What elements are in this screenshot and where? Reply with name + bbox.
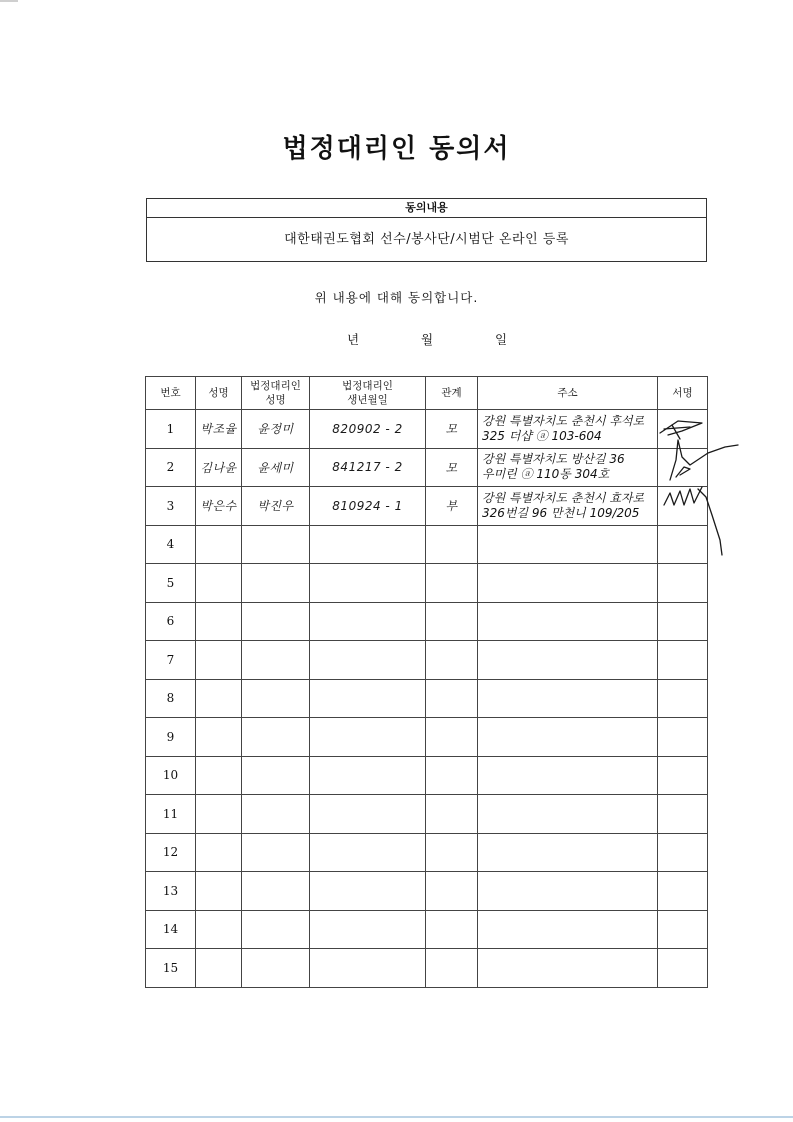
- address-line-2: 우미린 ⓐ 110동 304호: [482, 467, 610, 482]
- signature-cell: [658, 487, 708, 526]
- date-year-label: 년: [347, 332, 360, 347]
- table-row: [146, 872, 708, 911]
- address: [478, 641, 658, 680]
- row-number: 11: [146, 795, 196, 834]
- student-name: 김나윤: [196, 448, 242, 487]
- scan-corner-mark: [0, 0, 18, 2]
- table-row: [146, 641, 708, 680]
- signature-cell: [658, 641, 708, 680]
- address: [478, 910, 658, 949]
- student-name: [196, 795, 242, 834]
- guardian-name: [242, 564, 310, 603]
- guardian-name: [242, 679, 310, 718]
- header-no: 번호: [146, 377, 196, 410]
- guardian-birth: [310, 910, 426, 949]
- relation: [426, 718, 478, 757]
- relation: [426, 641, 478, 680]
- guardian-birth: 841217 - 2: [310, 448, 426, 487]
- address: [478, 487, 658, 526]
- table-body: [146, 410, 708, 988]
- address: [478, 872, 658, 911]
- row-number: 14: [146, 910, 196, 949]
- relation: [426, 949, 478, 988]
- address: [478, 448, 658, 487]
- signature-cell: [658, 410, 708, 449]
- table-row: [146, 718, 708, 757]
- row-number: 15: [146, 949, 196, 988]
- signature-cell: [658, 756, 708, 795]
- header-guardian-birth: 법정대리인 생년월일: [310, 377, 426, 410]
- address: [478, 833, 658, 872]
- row-number: 9: [146, 718, 196, 757]
- guardian-table: [145, 376, 708, 988]
- row-number: 8: [146, 679, 196, 718]
- address-line-1: 강원 특별자치도 방산길 36: [482, 452, 625, 467]
- address: [478, 756, 658, 795]
- relation: [426, 525, 478, 564]
- address: [478, 602, 658, 641]
- guardian-name: [242, 910, 310, 949]
- guardian-name: [242, 949, 310, 988]
- address-line-1: 강원 특별자치도 춘천시 효자로: [482, 490, 645, 505]
- signature-cell: [658, 564, 708, 603]
- consent-header: 동의내용: [147, 199, 706, 218]
- student-name: [196, 949, 242, 988]
- address: [478, 949, 658, 988]
- student-name: 박조율: [196, 410, 242, 449]
- guardian-name: 윤세미: [242, 448, 310, 487]
- row-number: 2: [146, 448, 196, 487]
- signature-cell: [658, 795, 708, 834]
- relation: [426, 910, 478, 949]
- row-number: 7: [146, 641, 196, 680]
- row-number: 12: [146, 833, 196, 872]
- guardian-birth: [310, 564, 426, 603]
- relation: 부: [426, 487, 478, 526]
- table-row: [146, 602, 708, 641]
- address: [478, 679, 658, 718]
- row-number: 13: [146, 872, 196, 911]
- row-number: 5: [146, 564, 196, 603]
- signature-cell: [658, 448, 708, 487]
- row-number: 4: [146, 525, 196, 564]
- guardian-name: [242, 525, 310, 564]
- guardian-name: [242, 795, 310, 834]
- row-number: 1: [146, 410, 196, 449]
- signature-cell: [658, 833, 708, 872]
- guardian-birth: [310, 833, 426, 872]
- table-row: [146, 756, 708, 795]
- guardian-birth: [310, 641, 426, 680]
- date-day-label: 일: [495, 332, 508, 347]
- student-name: [196, 564, 242, 603]
- relation: [426, 564, 478, 603]
- table-row: [146, 949, 708, 988]
- header-address: 주소: [478, 377, 658, 410]
- guardian-name: [242, 756, 310, 795]
- guardian-name: [242, 602, 310, 641]
- relation: 모: [426, 410, 478, 449]
- address-line-2: 325 더샵 ⓐ 103-604: [482, 428, 602, 443]
- relation: [426, 872, 478, 911]
- table-row: [146, 448, 708, 487]
- guardian-birth: [310, 756, 426, 795]
- guardian-birth: [310, 679, 426, 718]
- guardian-name: [242, 872, 310, 911]
- guardian-birth: 820902 - 2: [310, 410, 426, 449]
- signature-cell: [658, 718, 708, 757]
- guardian-birth: [310, 795, 426, 834]
- scan-footer-line: [0, 1116, 793, 1118]
- header-signature: 서명: [658, 377, 708, 410]
- consent-body: 대한태권도협회 선수/봉사단/시범단 온라인 등록: [284, 232, 569, 247]
- student-name: [196, 679, 242, 718]
- signature-cell: [658, 602, 708, 641]
- guardian-name: [242, 833, 310, 872]
- row-number: 6: [146, 602, 196, 641]
- header-guardian-name: 법정대리인 성명: [242, 377, 310, 410]
- relation: [426, 756, 478, 795]
- row-number: 10: [146, 756, 196, 795]
- signature-cell: [658, 910, 708, 949]
- table-header-row: [146, 377, 708, 410]
- student-name: [196, 872, 242, 911]
- table-row: [146, 910, 708, 949]
- guardian-birth: [310, 718, 426, 757]
- table-row: [146, 795, 708, 834]
- agreement-text: 위 내용에 대해 동의합니다.: [314, 290, 479, 305]
- guardian-birth: [310, 525, 426, 564]
- table-row: [146, 679, 708, 718]
- header-relation: 관계: [426, 377, 478, 410]
- address: [478, 525, 658, 564]
- row-number: 3: [146, 487, 196, 526]
- table-row: [146, 564, 708, 603]
- student-name: [196, 833, 242, 872]
- guardian-birth: [310, 602, 426, 641]
- student-name: [196, 756, 242, 795]
- guardian-name: [242, 641, 310, 680]
- student-name: [196, 602, 242, 641]
- table-row: [146, 525, 708, 564]
- relation: [426, 833, 478, 872]
- guardian-birth: [310, 872, 426, 911]
- consent-box: [146, 198, 707, 262]
- signature-cell: [658, 525, 708, 564]
- student-name: [196, 641, 242, 680]
- student-name: [196, 718, 242, 757]
- address: [478, 410, 658, 449]
- address: [478, 795, 658, 834]
- signature-cell: [658, 679, 708, 718]
- date-month-label: 월: [421, 332, 434, 347]
- relation: 모: [426, 448, 478, 487]
- guardian-name: 윤정미: [242, 410, 310, 449]
- address-line-1: 강원 특별자치도 춘천시 후석로: [482, 413, 645, 428]
- guardian-birth: [310, 949, 426, 988]
- address: [478, 718, 658, 757]
- relation: [426, 602, 478, 641]
- guardian-birth: 810924 - 1: [310, 487, 426, 526]
- table-row: [146, 410, 708, 449]
- table-row: [146, 833, 708, 872]
- signature-cell: [658, 949, 708, 988]
- relation: [426, 679, 478, 718]
- address-line-2: 326번길 96 만천니 109/205: [482, 505, 640, 520]
- guardian-name: 박진우: [242, 487, 310, 526]
- guardian-name: [242, 718, 310, 757]
- relation: [426, 795, 478, 834]
- student-name: [196, 910, 242, 949]
- signature-cell: [658, 872, 708, 911]
- address: [478, 564, 658, 603]
- header-name: 성명: [196, 377, 242, 410]
- student-name: [196, 525, 242, 564]
- table-row: [146, 487, 708, 526]
- student-name: 박은수: [196, 487, 242, 526]
- page-title: 법정대리인 동의서: [282, 134, 511, 164]
